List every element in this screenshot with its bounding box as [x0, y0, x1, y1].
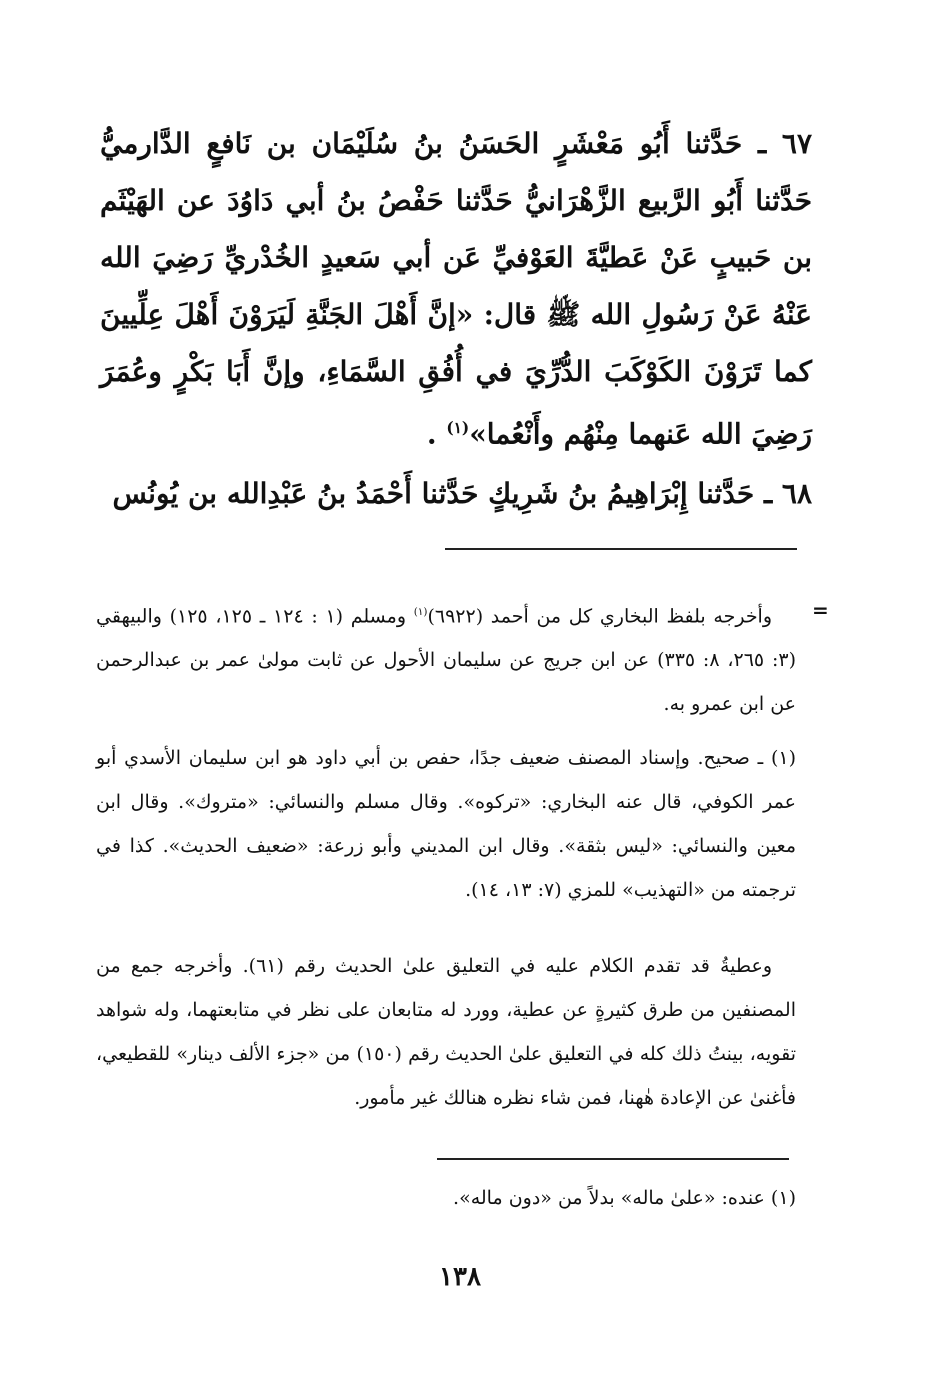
hadith-67-end: .: [426, 417, 447, 451]
hadith-67-paragraph: [100, 115, 812, 462]
footnote-1-text: (١) ـ صحيح. وإسناد المصنف ضعيف جدًا، حفص بن أبي داود هو ابن سليمان الأسدي أبو عمر الكوفي، قال عنه البخاري: «تركوه». وقال مسلم والنسائي: «متروك». وقال ابن معين والنسائي: «ليس بثقة». وقال ابن المديني وأبو زرعة: «ضعيف الحديث». كذا في ترجمته من «التهذيب» للمزي (٧: ١٣، ١٤).: [96, 747, 796, 901]
hadith-67-text: ٦٧ ـ حَدَّثنا أَبُو مَعْشَرٍ الحَسَنُ بنُ سُلَيْمَان بن نَافعٍ الدَّارميُّ حَدَّثنا أَبُو الرَّبيع الزَّهْرَانيُّ حَدَّثنا حَفْصُ بنُ أبي دَاوُدَ عن الهَيْثَم بن حَبيبٍ عَنْ عَطيَّةَ العَوْفيِّ عَن أبي سَعيدٍ الخُدْريِّ رَضِيَ الله عَنْهُ عَنْ رَسُولِ الله ﷺ قال: «إنَّ أَهْلَ الجَنَّةِ لَيَرَوْنَ أَهْلَ عِلِّيينَ كما تَرَوْنَ الكَوْكَبَ الدُّرِّيَ في أُفُقِ السَّمَاءِ، وإنَّ أَبَا بَكْرٍ وعُمَرَ رَضِيَ الله عَنهما مِنْهُم وأَنْعُما»: [100, 127, 812, 451]
footnote-1: [96, 736, 796, 912]
footnote-2-text: (١) عنده: «علىٰ ماله» بدلاً من «دون ماله».: [453, 1187, 796, 1209]
footnote-continuation-text: وأخرجه بلفظ البخاري كل من أحمد (٦٩٢٢): [427, 605, 773, 628]
footnote-continuation: [96, 590, 796, 726]
footnote-1-continued-text: وعطيةُ قد تقدم الكلام عليه في التعليق علىٰ الحديث رقم (٦١). وأخرجه جمع من المصنفين من طرق كثيرةٍ عن عطية، وورد له متابعان على نظر في متابعتهما، وله شواهد تقويه، بينتُ ذلك كله في التعليق علىٰ الحديث رقم (١٥٠) من «جزء الألف دينار» للقطيعي، فأغنىٰ عن الإعادة هٰهنا، فمن شاء نظره هنالك غير مأمور.: [96, 955, 796, 1109]
hadith-68-text: ٦٨ ـ حَدَّثنا إِبْرَاهِيمُ بنُ شَرِيكٍ حَدَّثنا أَحْمَدُ بنُ عَبْدِالله بن يُونُس: [112, 477, 812, 510]
footnote-ref: (١): [446, 419, 470, 437]
secondary-footnote-separator: [437, 1158, 789, 1160]
footnote-1-continued: [96, 944, 796, 1120]
footnote-separator: [445, 548, 797, 550]
continuation-mark: =: [812, 598, 829, 622]
footnote-2: [96, 1176, 796, 1220]
footnote-continuation-ref: (١): [413, 606, 428, 618]
page-number: ١٣٨: [439, 1262, 481, 1292]
hadith-68-paragraph: [100, 465, 812, 522]
footnote-continuation-text-after: ومسلم (١ : ١٢٤ ـ ١٢٥، ١٢٥) والبيهقي (٣: ٢٦٥، ٨: ٣٣٥) عن ابن جريج عن سليمان الأحول عن ثابت مولىٰ عمر بن عبدالرحمن عن ابن عمرو به.: [96, 605, 796, 716]
